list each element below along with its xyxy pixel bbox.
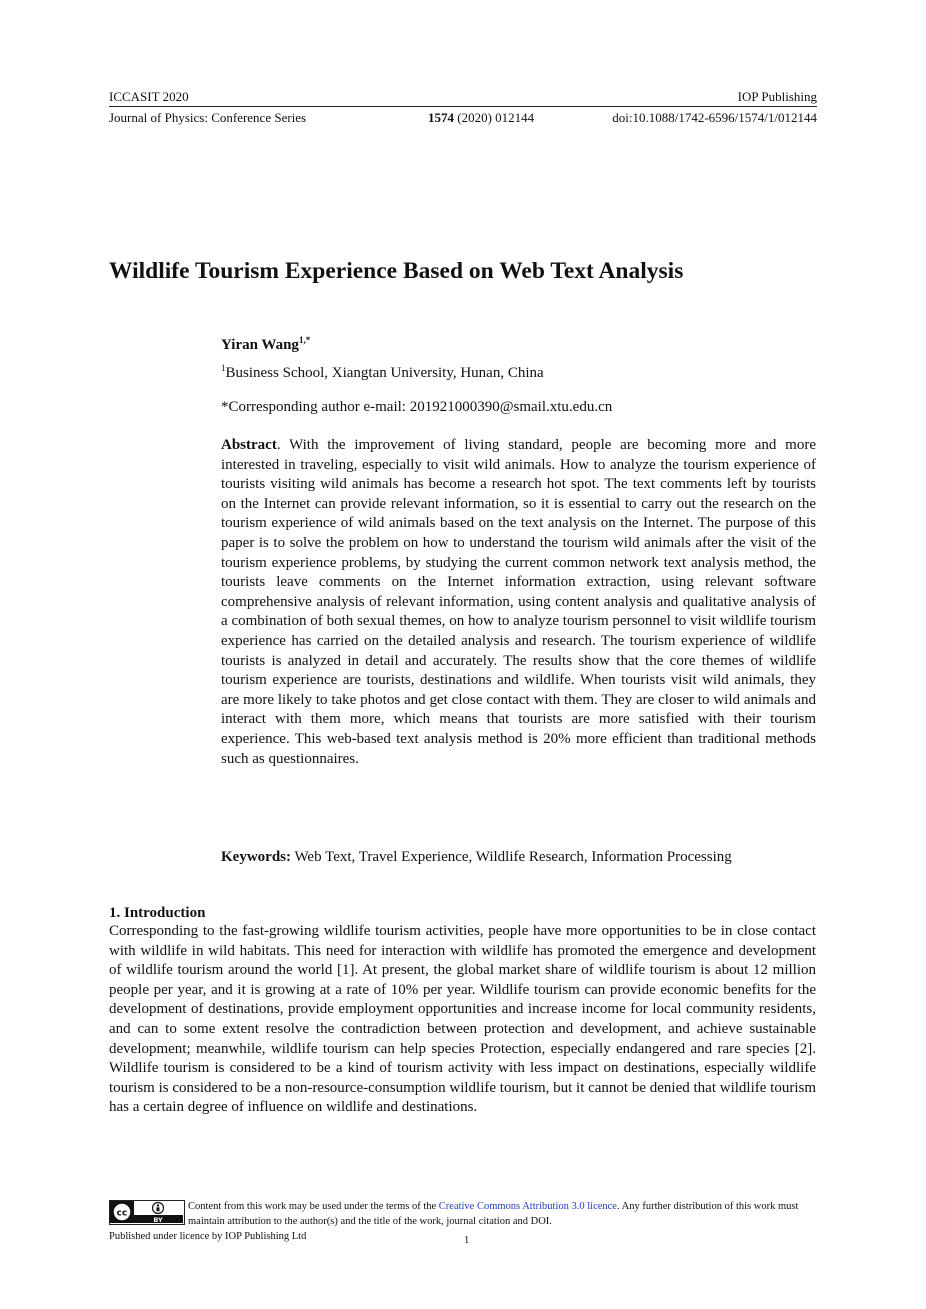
journal-line (109, 110, 817, 126)
journal-name: Journal of Physics: Conference Series (109, 110, 307, 125)
page-number: 1 (464, 1235, 470, 1246)
year-article: (2020) 012144 (457, 110, 535, 125)
section-heading-introduction: 1. Introduction (109, 905, 206, 921)
license-notice (188, 1200, 818, 1229)
by-text: BY (153, 1216, 163, 1223)
cc-by-icon (110, 1201, 183, 1223)
author-name: Yiran Wang (221, 337, 299, 353)
abstract-label: Abstract (221, 437, 277, 453)
cc-text: cc (116, 1208, 128, 1219)
affiliation-mark: 1 (221, 363, 226, 373)
corresponding-author: *Corresponding author e-mail: 201921000390@smail.xtu.edu.cn (221, 399, 613, 415)
abstract (221, 436, 816, 769)
citation (428, 110, 534, 126)
cc-by-badge (109, 1200, 185, 1225)
abstract-text: . With the improvement of living standard, people are becoming more and more interested in traveling, especially to visit wild animals. How to analyze the tourism experience of tourists visiting wild animals has become a research hot spot. The text comments left by tourists on the Internet can provide relevant information, so it is essential to carry out the research on the tourism experience of wild animals based on the text analysis on the Internet. The purpose of this paper is to solve the problem on how to understand the tourism wild animals after the visit of the tourism experience problems, by studying the current common network text analysis method, the tourists leave comments on the Internet information extraction, using relevant software comprehensive analysis of relevant information, using content analysis and qualitative analysis of a combination of both sexual themes, on how to analyze tourism personnel to visit wildlife tourism experience has carried on the detailed analysis and research. The tourism experience of wildlife tourists is analyzed in detail and accurately. The results show that the core themes of wildlife tourism experience are tourists, destinations and wildlife. When tourists visit wild animals, they are more likely to take photos and get close contact with them. They are closer to wild animals and interact with them more, which means that tourists are more satisfied with their tourism experience. This web-based text analysis method is 20% more efficient than traditional methods such as questionnaires. (221, 437, 816, 767)
published-under: Published under licence by IOP Publishing Ltd (109, 1231, 307, 1242)
license-pre: Content from this work may be used under the terms of the (188, 1201, 439, 1212)
author-line (221, 331, 310, 354)
paper-title: Wildlife Tourism Experience Based on Web Text Analysis (109, 258, 684, 284)
keywords-label: Keywords: (221, 849, 291, 865)
volume: 1574 (428, 110, 454, 125)
running-header (109, 89, 817, 107)
publisher-name: IOP Publishing (737, 89, 817, 104)
license-post: . Any further distribution of this work must maintain attribution to the author(s) and the title of the work, journal citation and DOI. (188, 1201, 799, 1227)
author-marks: 1,* (298, 335, 311, 345)
keywords (221, 848, 821, 866)
affiliation (221, 359, 544, 382)
affiliation-text: Business School, Xiangtan University, Hunan, China (225, 365, 544, 381)
license-link[interactable]: Creative Commons Attribution 3.0 licence (438, 1201, 617, 1212)
conference-name: ICCASIT 2020 (109, 89, 189, 104)
introduction-text: Corresponding to the fast-growing wildlife tourism activities, people have more opportunities to be in close contact with wildlife in wild habitats. This need for interaction with wildlife has promoted the emergence and development of wildlife tourism around the world [1]. At present, the global market share of wildlife tourism is about 12 million people per year, and it is growing at a rate of 10% per year. Wildlife tourism can provide economic benefits for the development of destinations, provide employment opportunities and increase income for local community residents, and can to some extent resolve the contradiction between protection and development, and achieve sustainable development; meanwhile, wildlife tourism can help species Protection, especially endangered and rare species [2]. Wildlife tourism is considered to be a kind of tourism activity with less impact on destinations, especially wildlife tourism is considered to be a non-resource-consumption wildlife tourism, but it cannot be denied that wildlife tourism has a certain degree of influence on wildlife and destinations. (109, 923, 816, 1116)
doi[interactable]: doi:10.1088/1742-6596/1574/1/012144 (612, 110, 817, 125)
keywords-text: Web Text, Travel Experience, Wildlife Research, Information Processing (291, 849, 732, 865)
